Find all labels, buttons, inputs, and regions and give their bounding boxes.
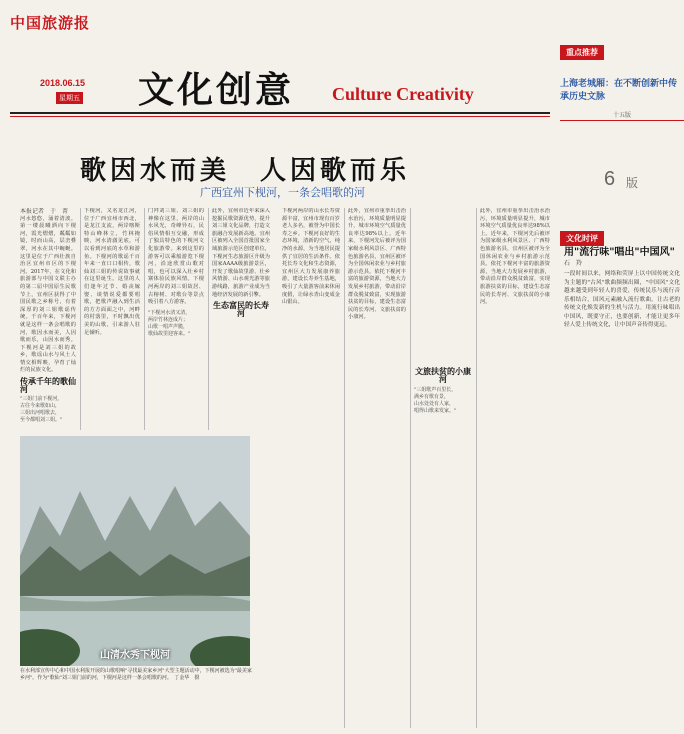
recommend-page: 十五版 — [612, 112, 631, 119]
photo-caption: 在水利部宣传中心和中国水利报开展的山歌唱响"寻找最美家乡河"大型主题活动中，下枧河被选为"最美家乡河"。作为"歌仙"刘三姐门前的河，下枧河是这样一条会唱歌的河。 丁金华 摄 — [20, 668, 252, 681]
column-4-text: 此外，宜州市近年来深入挖掘民歌资源优势，提升刘三姐文化品牌，打造文旅融合发展新高地。宜州区被列入全国首批国家全域旅游示范区创建单位，下枧河生态旅游区升级为国家AAAA级旅游景区，开发了歌仙故里游、壮乡风情游、山水观光游等旅游线路，旅游产业成为当地经济发展的新引擎。 — [212, 208, 270, 298]
article-column-8: 此外，宜州市重拳出击治水治污，环境质量明显提升，城市环境空气质量优良率达98%以上。近年来，下枧河先后被评为国家级水利风景区、广西特色旅游名县，宜州区被评为全国休闲农业与乡村旅游示范县。依托下枧河丰富的旅游资源，当地大力发展乡村旅游，带动沿岸群众脱贫致富，实现旅游扶贫的目标，建设生态富民的长寿河、文旅扶贫的小康河。 — [480, 208, 550, 306]
landscape-photo — [20, 436, 250, 666]
poem-3-line: 满乡有歌有景， — [414, 394, 450, 401]
section-title-en: Culture Creativity — [332, 84, 474, 104]
section-heading-3: 文旅扶贫的小康河 — [415, 366, 471, 384]
masthead-red-rule — [10, 116, 550, 117]
poem-3-line: "三姐歌声百里长， — [414, 387, 457, 394]
column-divider — [208, 208, 209, 430]
photo-overlay-title: 山清水秀下枧河 — [100, 650, 170, 661]
column-body: 一段时间以来，网络和荧屏上以中国传统文化为主题的"古风"歌曲频频出圈，"中国风"文化越来越受到年轻人的喜爱，传统民乐与流行音乐相结合，国风元素融入流行歌曲，让古老的传统文化焕发新的生机与活力。用流行味唱出中国风，既要守正，也要创新，才能让更多年轻人爱上传统文化，让中国声音传得更远。 — [564, 271, 680, 328]
poem-2-line: 歌仙故里迎客来。" — [148, 330, 191, 337]
column-title[interactable]: 用"流行味"唱出"中国风" — [564, 247, 675, 258]
poem-1 — [20, 396, 76, 424]
column-1-text: 河水悠悠，涌着清波。第一缕晨曦洒向下枧河，霞光熠熠，粼粼如镜，时而山高，层峦叠翠，河水在其中蜿蜒。这里是位于广西壮族自治区宜州市区的下枧河。2017年，在文化和旅游部与中国文联主办的第二届中国原生民歌节上，宜州区获得了中国民歌之乡称号，有着深厚的刘三姐歌谣传统。千百年来，下枧河就是这样一条会唱歌的河，歌因水而美，人因歌而乐，山因水而秀。下枧河是刘三姐的故乡，歌谣山水与风土人情交相辉映，孕育了灿烂的民族文化。 — [20, 215, 76, 374]
article-column-6: 此外，宜州市重拳出击治水治污，环境质量明显提升，城市环境空气质量优良率达98%以上。近年来，下枧河先后被评为国家级水利风景区、广西特色旅游名县，宜州区被评为全国休闲农业与乡村旅游示范县。依托下枧河丰富的旅游资源，当地大力发展乡村旅游，带动沿岸群众脱贫致富，实现旅游扶贫的目标，建设生态富民的长寿河、文旅扶贫的小康河。 — [348, 208, 406, 321]
article-headline: 歌因水而美 人因歌而乐 — [80, 156, 411, 186]
column-divider — [476, 208, 477, 728]
poem-1-line: "三姐门前下枧河， — [20, 396, 63, 403]
page-suffix: 版 — [626, 176, 639, 190]
poem-1-line: 古往今来歌如山， — [20, 403, 61, 410]
poem-3 — [414, 387, 472, 415]
column-divider — [80, 208, 81, 430]
column-divider — [144, 208, 145, 430]
article-column-2: 下枧河，又名龙江河，位于广西宜州市西北，是龙江支流，两岸喀斯特山峰林立，竹林掩映，河水清澈见底，可以看到河底的水草和游鱼。下枧河的歌谣千百年来一直口口相传，歌仙刘三姐的传说故事就在这里诞生。这里的人们逢年过节、婚丧嫁娶、谈情说爱都要唱歌，把歌声融入到生活的方方面面之中，河畔的村落里，不时飘出优美的山歌，引来游人驻足倾听。 — [84, 208, 140, 336]
newspaper-logo: 中国旅游报 — [10, 14, 91, 32]
column-divider — [410, 208, 411, 728]
sidebar — [560, 40, 684, 119]
article-column-1 — [20, 208, 76, 430]
sidebar-divider — [560, 120, 684, 121]
poem-2-line: 两岸竹林连成片； — [148, 316, 189, 323]
poem-2-line: "下枧河水清又清， — [148, 309, 191, 316]
section-title-cn: 文化创意 — [138, 69, 295, 111]
river-landscape-image — [20, 436, 250, 666]
poem-2 — [148, 310, 204, 338]
poem-2-line: 山歌一唱声声脆， — [148, 323, 189, 330]
poem-3-line: 山水处处有人家， — [414, 401, 455, 408]
poem-3-line: 唱得山歌来发家。" — [414, 408, 457, 415]
masthead-rule — [10, 112, 550, 114]
column-3-text: 门拜刘三姐、刘三姐的神像在这里，两岸的山水风光，奇峰异石，民俗风情相互交融，形成了独具特色的下枧河文化旅游带。来到这里的游客可以乘船游览下枧河，沿途欣赏山歌对唱，也可以深入壮乡村寨体验民族风情。下枧河两岸的刘三姐故居、古榕树、对歌台等景点吸引着八方游客。 — [148, 208, 204, 306]
page-number: 6 — [604, 168, 616, 190]
column-author: 石 羚 — [564, 260, 583, 267]
column-tag: 文化时评 — [560, 231, 604, 246]
article-column-3 — [148, 208, 204, 430]
issue-weekday: 星期五 — [56, 92, 83, 104]
recommend-title[interactable]: 上海老城厢：在不断创新中传承历史文脉 — [560, 79, 678, 102]
issue-date: 2018.06.15 — [40, 78, 86, 88]
poem-1-line: 至今都唱刘三姐。" — [20, 417, 63, 424]
article-column-5: 下枧河两岸的山水长寿资源丰富，宜州市现有百岁老人多名，被誉为中国长寿之乡。下枧河良好的生态环境，清新的空气，纯净的水源，为当地居民提供了宜居的生活条件。依托长寿文化和生态资源，宜州区大力发展康养旅游，建设长寿养生基地，吸引了大量游客前来休闲度假，让绿水青山变成金山银山。 — [282, 208, 340, 306]
column-divider — [344, 208, 345, 728]
section-heading-1: 传承千年的歌仙河 — [20, 376, 76, 394]
recommend-tag: 重点推荐 — [560, 45, 604, 60]
article-subheadline: 广西宜州下枧河，一条会唱歌的河 — [200, 187, 365, 199]
poem-1-line: 三姐出河唱歌去， — [20, 410, 61, 417]
section-heading-2: 生态富民的长寿河 — [213, 300, 269, 318]
article-byline: 本报记者 于 菁 — [20, 208, 69, 215]
article-column-7 — [414, 208, 472, 728]
